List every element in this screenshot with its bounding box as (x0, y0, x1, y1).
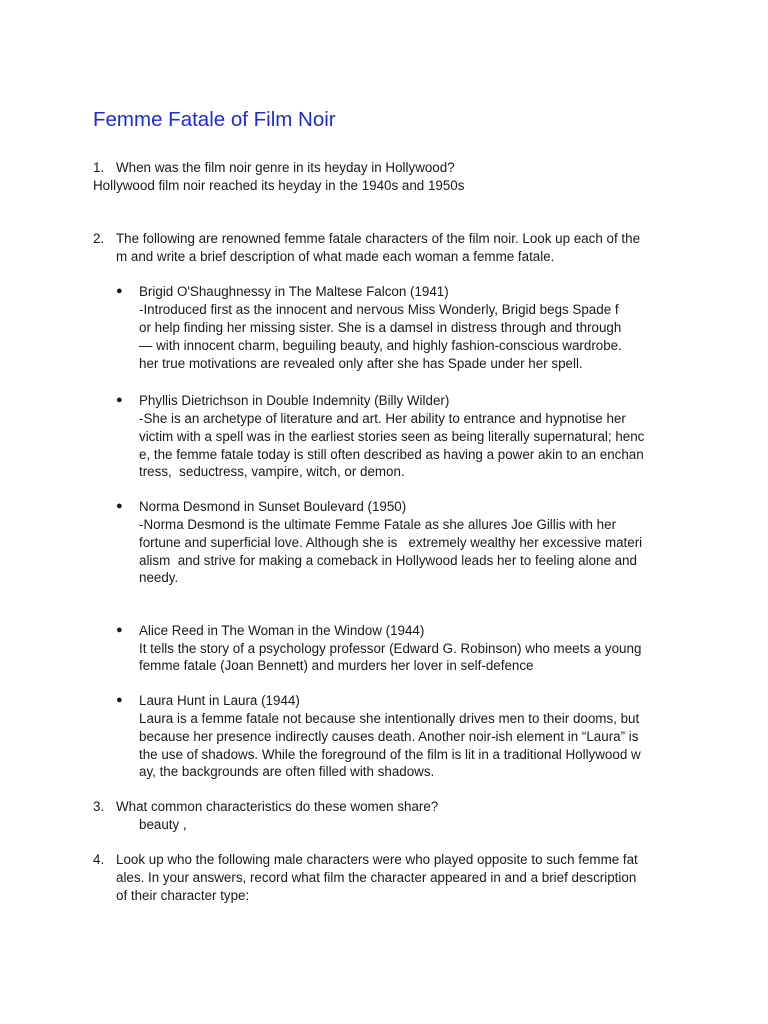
item-line: because her presence indirectly causes death. Another noir-ish element in “Laura” is (139, 729, 639, 744)
bullet-icon: ● (116, 500, 123, 512)
bullet-icon: ● (116, 694, 123, 706)
item-line: femme fatale (Joan Bennett) and murders her lover in self-defence (139, 658, 534, 673)
item-line: It tells the story of a psychology professor (Edward G. Robinson) who meets a young (139, 641, 642, 656)
q2-line: The following are renowned femme fatale characters of the film noir. Look up each of the (116, 231, 641, 246)
bullet-icon: ● (116, 285, 123, 297)
item-heading: Norma Desmond in Sunset Boulevard (1950) (139, 499, 407, 514)
q1-number: 1. (93, 160, 105, 175)
item-heading: Brigid O'Shaughnessy in The Maltese Falcon (1941) (139, 284, 449, 299)
item-line: or help finding her missing sister. She is a damsel in distress through and through (139, 320, 622, 335)
item-line: needy. (139, 570, 179, 585)
item-line: -She is an archetype of literature and art. Her ability to entrance and hypnotise her (139, 411, 626, 426)
item-line: the use of shadows. While the foreground of the film is lit in a traditional Hollywood w (139, 747, 641, 762)
item-line: victim with a spell was in the earliest stories seen as being literally supernatural; henc (139, 429, 645, 444)
q4-line: ales. In your answers, record what film the character appeared in and a brief description (116, 870, 637, 885)
q3-question: What common characteristics do these women share? (116, 799, 439, 814)
item-line: her true motivations are revealed only after she has Spade under her spell. (139, 356, 583, 371)
bullet-icon: ● (116, 624, 123, 636)
q4-line: Look up who the following male characters were who played opposite to such femme fat (116, 852, 638, 867)
item-line: -Norma Desmond is the ultimate Femme Fatale as she allures Joe Gillis with her (139, 517, 617, 532)
q3-answer: beauty , (139, 817, 187, 832)
bullet-icon: ● (116, 394, 123, 406)
q1-answer: Hollywood film noir reached its heyday in the 1940s and 1950s (93, 178, 465, 193)
item-line: — with innocent charm, beguiling beauty, and highly fashion-conscious wardrobe. (139, 338, 622, 353)
q4-line: of their character type: (116, 888, 250, 903)
item-line: fortune and superficial love. Although she is extremely wealthy her excessive materi (139, 535, 643, 550)
item-line: Laura is a femme fatale not because she intentionally drives men to their dooms, but (139, 711, 640, 726)
item-line: e, the femme fatale today is still often described as having a power akin to an enchan (139, 447, 644, 462)
item-line: tress, seductress, vampire, witch, or demon. (139, 464, 405, 479)
q2-line: m and write a brief description of what made each woman a femme fatale. (116, 249, 555, 264)
page-title: Femme Fatale of Film Noir (93, 108, 336, 131)
item-line: -Introduced first as the innocent and nervous Miss Wonderly, Brigid begs Spade f (139, 302, 619, 317)
item-line: ay, the backgrounds are often filled with shadows. (139, 764, 435, 779)
q3-number: 3. (93, 799, 105, 814)
item-heading: Phyllis Dietrichson in Double Indemnity (Billy Wilder) (139, 393, 450, 408)
q4-number: 4. (93, 852, 105, 867)
item-heading: Alice Reed in The Woman in the Window (1944) (139, 623, 425, 638)
q2-number: 2. (93, 231, 105, 246)
q1-question: When was the film noir genre in its heyday in Hollywood? (116, 160, 455, 175)
item-heading: Laura Hunt in Laura (1944) (139, 693, 300, 708)
item-line: alism and strive for making a comeback in Hollywood leads her to feeling alone and (139, 553, 637, 568)
